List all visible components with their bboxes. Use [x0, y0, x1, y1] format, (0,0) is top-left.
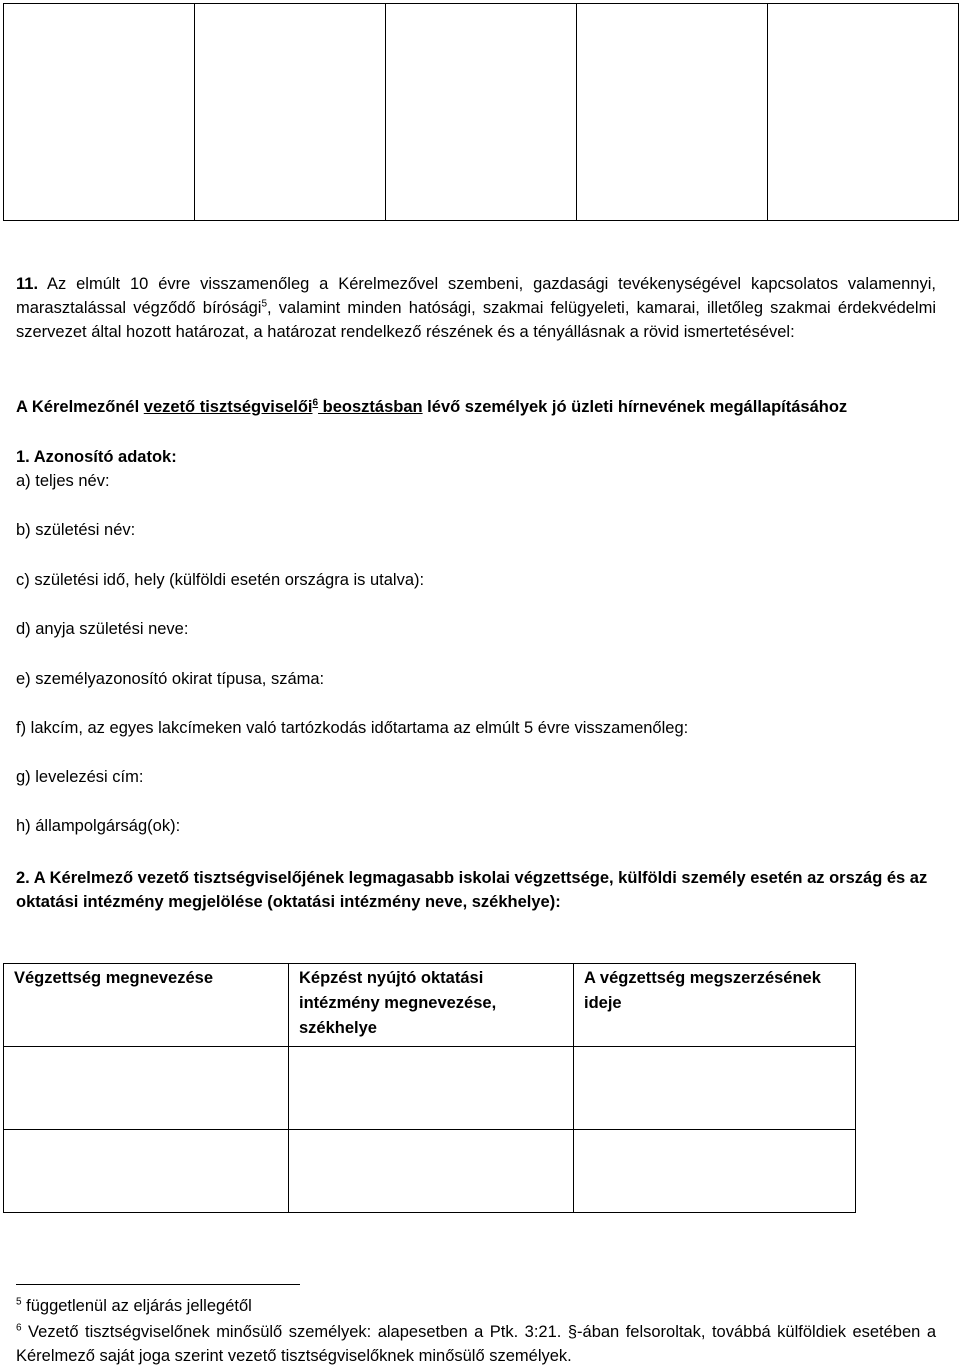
field-mailing-address: g) levelezési cím: — [16, 768, 144, 786]
table-row — [4, 1047, 856, 1130]
table-cell[interactable] — [289, 1130, 574, 1213]
heading-part-4: lévő személyek jó üzleti hírnevének megállapításához — [422, 398, 848, 416]
table-row — [4, 1130, 856, 1213]
table-cell[interactable] — [4, 1130, 289, 1213]
header-institution: Képzést nyújtó oktatási intézmény megnevezése, székhelye — [289, 964, 574, 1047]
header-degree: Végzettség megnevezése — [4, 964, 289, 1047]
field-birth-date-place: c) születési idő, hely (külföldi esetén országra is utalva): — [16, 571, 425, 589]
heading-part-2: vezető tisztségviselői — [143, 398, 313, 416]
table-cell[interactable] — [4, 1047, 289, 1130]
section-1-title: 1. Azonosító adatok: — [16, 448, 177, 466]
reputation-heading — [16, 398, 936, 417]
footnote-ref-5[interactable]: 5 — [261, 298, 268, 310]
section-11-text-a: Az elmúlt 10 évre visszamenőleg a Kérelmezővel szembeni, gazdasági tevékenységével kapcsolatos valamennyi, marasztalással végződő bírósági — [16, 275, 936, 317]
field-full-name: a) teljes név: — [16, 472, 110, 490]
section-2-title: 2. A Kérelmező vezető tisztségviselőjének legmagasabb iskolai végzettsége, külföldi személy esetén az ország és az oktatási intézmény megjelölése (oktatási intézmény neve, székhelye): — [16, 869, 928, 911]
empty-cell — [195, 4, 386, 221]
footnote-separator — [16, 1284, 300, 1285]
field-address-history: f) lakcím, az egyes lakcímeken való tartózkodás időtartama az elmúlt 5 évre visszamenőleg: — [16, 719, 689, 737]
education-table — [3, 963, 856, 1213]
footnote-ref-6[interactable]: 6 — [312, 397, 319, 409]
field-birth-name: b) születési név: — [16, 521, 136, 539]
section-11-text-b: , valamint minden hatósági, szakmai felügyeleti, kamarai, illetőleg szakmai érdekvédelmi szervezet által hozott határozat, a határozat rendelkező részének és a tényállásnak a rövid ismertetésével: — [16, 299, 936, 341]
footnote-6 — [16, 1320, 936, 1368]
field-id-document: e) személyazonosító okirat típusa, száma: — [16, 670, 325, 688]
top-empty-table — [3, 3, 959, 221]
table-cell[interactable] — [289, 1047, 574, 1130]
header-date: A végzettség megszerzésének ideje — [574, 964, 856, 1047]
footnote-5-text: függetlenül az eljárás jellegétől — [21, 1297, 252, 1315]
table-header-row — [4, 964, 856, 1047]
empty-cell — [386, 4, 577, 221]
empty-cell — [577, 4, 768, 221]
footnote-6-text: Vezető tisztségviselőnek minősülő személyek: alapesetben a Ptk. 3:21. §-ában felsoroltak, továbbá külföldiek esetében a Kérelmező saját joga szerint vezető tisztségviselőknek minősülő személyek. — [16, 1323, 936, 1365]
footnote-5-number: 5 — [16, 1296, 22, 1308]
empty-cell — [768, 4, 959, 221]
footnote-5 — [16, 1294, 936, 1318]
field-citizenship: h) állampolgárság(ok): — [16, 817, 181, 835]
field-mother-name: d) anyja születési neve: — [16, 620, 189, 638]
table-cell[interactable] — [574, 1047, 856, 1130]
section-11-paragraph — [16, 272, 936, 344]
heading-part-3: beosztásban — [318, 398, 423, 416]
footnote-6-number: 6 — [16, 1322, 22, 1334]
heading-part-1: A Kérelmezőnél — [16, 398, 144, 416]
empty-cell — [4, 4, 195, 221]
table-cell[interactable] — [574, 1130, 856, 1213]
section-11-number: 11. — [16, 275, 39, 293]
